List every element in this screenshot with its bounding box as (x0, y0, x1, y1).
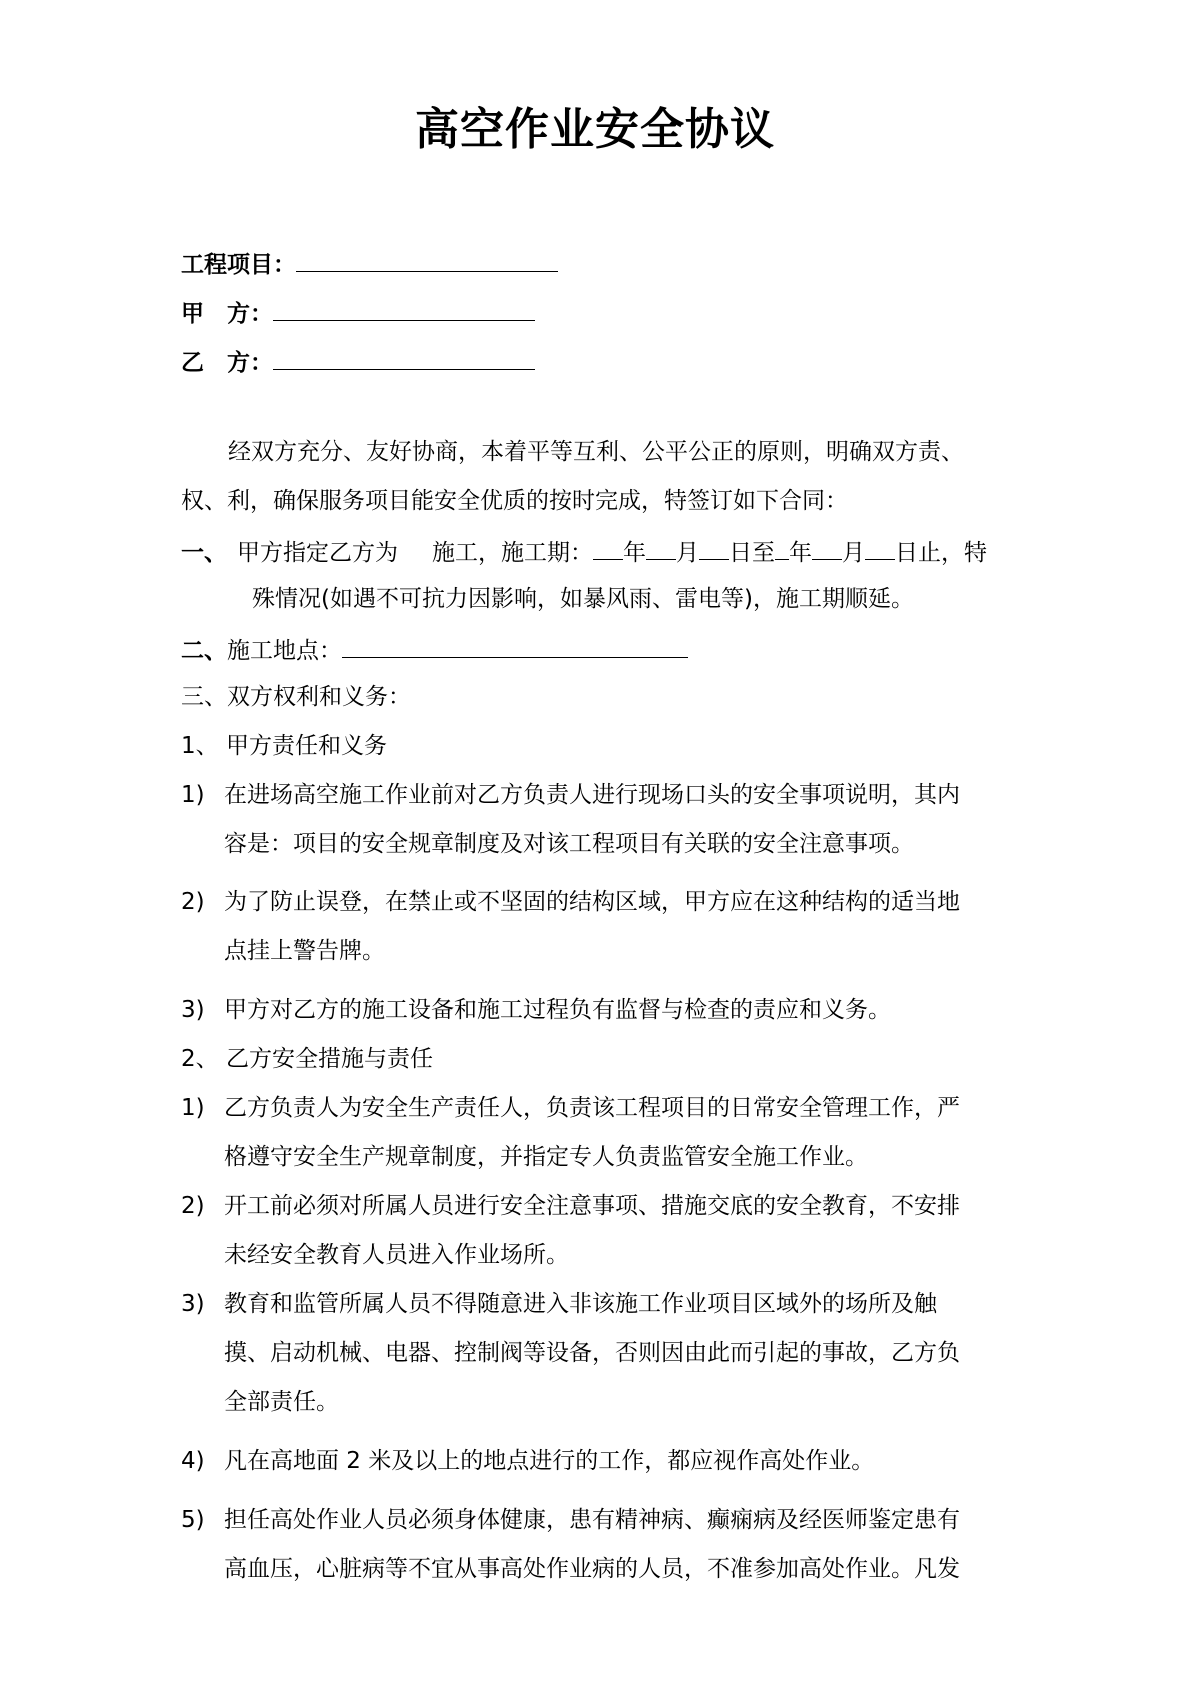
item-text: 开工前必须对所属人员进行安全注意事项、措施交底的安全教育，不安排 (224, 1193, 960, 1219)
project-blank[interactable] (296, 246, 558, 272)
item-text: 凡在高地面 2 米及以上的地点进行的工作，都应视作高处作业。 (224, 1448, 875, 1474)
item-number: 1) (181, 1095, 205, 1121)
item-text: 担任高处作业人员必须身体健康，患有精神病、癫痫病及经医师鉴定患有 (224, 1507, 960, 1533)
section-1-text-b: 施工，施工期： (432, 540, 593, 566)
until-label: 日止，特 (895, 540, 987, 566)
party-b-item-4-line-1 (181, 1445, 874, 1477)
party-a-item-2-line-1 (181, 886, 960, 918)
month-label: 月 (676, 540, 699, 566)
year-label: 年 (623, 540, 646, 566)
party-a-field (181, 295, 535, 330)
section-2-num: 二、 (181, 638, 227, 664)
start-day-blank[interactable] (699, 534, 729, 560)
start-year-blank[interactable] (593, 534, 623, 560)
section-1-line-2: 殊情况(如遇不可抗力因影响，如暴风雨、雷电等)，施工期顺延。 (252, 586, 914, 612)
document-title: 高空作业安全协议 (415, 104, 775, 155)
end-day-blank[interactable] (865, 534, 895, 560)
item-number: 2) (181, 1193, 205, 1219)
section-2-label: 施工地点： (227, 638, 342, 664)
section-1-text-a: 甲方指定乙方为 (237, 540, 398, 566)
item-text: 甲方对乙方的施工设备和施工过程负有监督与检查的责应和义务。 (224, 997, 891, 1023)
year-label-2: 年 (789, 540, 812, 566)
party-b-item-1-line-1 (181, 1092, 960, 1124)
item-number: 4) (181, 1448, 205, 1474)
party-a-item-3-line-1 (181, 994, 891, 1026)
project-field (181, 246, 558, 281)
party-b-item-5-line-1 (181, 1504, 960, 1536)
end-month-blank[interactable] (812, 534, 842, 560)
party-b-blank[interactable] (273, 344, 535, 370)
site-blank[interactable] (342, 632, 688, 658)
item-text: 为了防止误登，在禁止或不坚固的结构区域，甲方应在这种结构的适当地 (224, 889, 960, 915)
party-a-duties-heading: 1、 甲方责任和义务 (181, 733, 387, 759)
party-b-item-1-line-2: 格遵守安全生产规章制度，并指定专人负责监管安全施工作业。 (224, 1144, 868, 1170)
intro-line-2: 权、利，确保服务项目能安全优质的按时完成，特签订如下合同： (181, 488, 848, 514)
section-1-num: 一、 (181, 540, 227, 566)
party-a-label: 甲 方： (181, 301, 273, 327)
item-text: 乙方负责人为安全生产责任人，负责该工程项目的日常安全管理工作，严 (224, 1095, 960, 1121)
to-label: 日至 (729, 540, 775, 566)
item-number: 2) (181, 889, 205, 915)
party-b-field (181, 344, 535, 379)
end-year-blank[interactable] (775, 534, 789, 560)
party-a-item-2-line-2: 点挂上警告牌。 (224, 938, 385, 964)
party-b-label: 乙 方： (181, 350, 273, 376)
party-b-item-3-line-3: 全部责任。 (224, 1389, 339, 1415)
party-b-item-2-line-1 (181, 1190, 960, 1222)
section-2-line (181, 632, 688, 667)
start-month-blank[interactable] (646, 534, 676, 560)
party-b-item-3-line-1 (181, 1288, 937, 1320)
project-label: 工程项目： (181, 252, 296, 278)
party-a-item-1-line-2: 容是：项目的安全规章制度及对该工程项目有关联的安全注意事项。 (224, 831, 914, 857)
party-b-item-2-line-2: 未经安全教育人员进入作业场所。 (224, 1242, 569, 1268)
item-text: 在进场高空施工作业前对乙方负责人进行现场口头的安全事项说明，其内 (224, 782, 960, 808)
item-number: 1) (181, 782, 205, 808)
item-number: 3) (181, 1291, 205, 1317)
party-a-blank[interactable] (273, 295, 535, 321)
party-b-item-3-line-2: 摸、启动机械、电器、控制阀等设备，否则因由此而引起的事故，乙方负 (224, 1340, 960, 1366)
party-b-item-5-line-2: 高血压，心脏病等不宜从事高处作业病的人员，不准参加高处作业。凡发 (224, 1556, 960, 1582)
party-a-item-1-line-1 (181, 779, 960, 811)
item-number: 5) (181, 1507, 205, 1533)
section-3-heading: 三、双方权利和义务： (181, 684, 411, 710)
section-1-line-1 (181, 534, 987, 569)
item-text: 教育和监管所属人员不得随意进入非该施工作业项目区域外的场所及触 (224, 1291, 937, 1317)
party-b-duties-heading: 2、 乙方安全措施与责任 (181, 1046, 433, 1072)
intro-line-1: 经双方充分、友好协商，本着平等互利、公平公正的原则，明确双方责、 (228, 439, 964, 465)
month-label-2: 月 (842, 540, 865, 566)
item-number: 3) (181, 997, 205, 1023)
